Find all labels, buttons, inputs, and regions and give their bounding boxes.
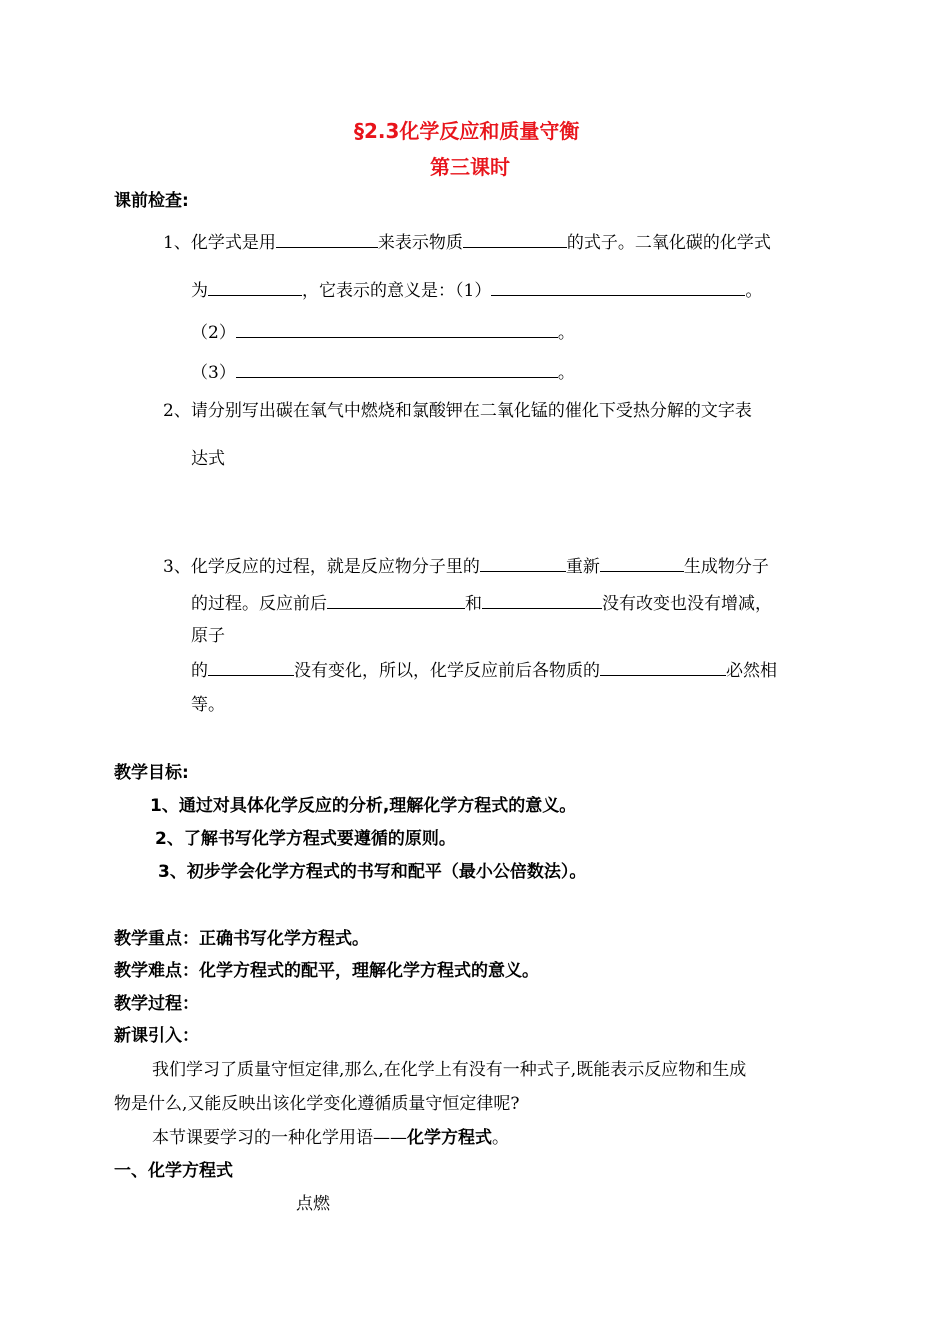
q3-line3: 原子	[191, 626, 225, 646]
reaction-condition: 点燃	[296, 1194, 330, 1214]
answer-blank[interactable]	[208, 658, 294, 676]
q1-line4	[191, 360, 575, 384]
answer-blank[interactable]	[276, 230, 378, 248]
answer-blank[interactable]	[480, 554, 566, 572]
period: 。	[557, 363, 575, 383]
q3-line5: 等。	[191, 695, 225, 715]
q1-label-2: （2）	[191, 323, 236, 343]
section1-heading: 一、化学方程式	[114, 1161, 233, 1181]
q1-text-c: 的式子。二氧化碳的化学式	[566, 233, 771, 253]
q1-line2	[191, 278, 762, 302]
q2-line1: 2、请分别写出碳在氧气中燃烧和氯酸钾在二氧化锰的催化下受热分解的文字表	[163, 401, 752, 421]
intro-paragraph-line2: 物是什么,又能反映出该化学变化遵循质量守恒定律呢?	[114, 1094, 520, 1114]
answer-blank[interactable]	[491, 278, 745, 296]
answer-blank[interactable]	[208, 278, 302, 296]
difficulty: 教学难点：化学方程式的配平，理解化学方程式的意义。	[114, 961, 539, 981]
intro-heading: 新课引入：	[114, 1026, 199, 1046]
goal-item-3: 3、初步学会化学方程式的书写和配平（最小公倍数法）。	[158, 862, 587, 882]
q1-text-b: 来表示物质	[377, 233, 463, 253]
intro-paragraph-2	[152, 1127, 509, 1149]
process-heading: 教学过程：	[114, 994, 199, 1014]
q3-text-e: 和	[465, 594, 482, 614]
answer-blank[interactable]	[600, 554, 684, 572]
period: 。	[557, 323, 575, 343]
q1-label-3: （3）	[191, 363, 236, 383]
q1-text-a: 1、化学式是用	[163, 233, 276, 253]
q3-line2	[191, 591, 772, 615]
q1-line1	[163, 230, 771, 254]
document-title: §2.3化学反应和质量守衡	[354, 119, 580, 143]
key-point: 教学重点：正确书写化学方程式。	[114, 929, 369, 949]
answer-blank[interactable]	[236, 320, 558, 338]
q3-text-i: 没有变化，所以，化学反应前后各物质的	[294, 661, 600, 681]
answer-blank[interactable]	[236, 360, 558, 378]
q3-text-d: 的过程。反应前后	[191, 594, 327, 614]
answer-blank[interactable]	[327, 591, 465, 609]
answer-blank[interactable]	[482, 591, 602, 609]
period: 。	[492, 1128, 509, 1148]
q3-text-h: 的	[191, 661, 208, 681]
answer-blank[interactable]	[463, 230, 567, 248]
q3-line4	[191, 658, 777, 682]
answer-blank[interactable]	[600, 658, 726, 676]
q3-line1	[163, 554, 769, 578]
q1-text-e: ，它表示的意义是：（1）	[302, 281, 492, 301]
q1-text-d: 为	[191, 281, 208, 301]
goal-item-2: 2、了解书写化学方程式要遵循的原则。	[155, 829, 456, 849]
q3-text-f: 没有改变也没有增减，	[602, 594, 772, 614]
q3-text-a: 3、化学反应的过程，就是反应物分子里的	[163, 557, 480, 577]
q3-text-j: 必然相	[726, 661, 777, 681]
goals-heading: 教学目标:	[114, 763, 189, 783]
goal-item-1: 1、通过对具体化学反应的分析,理解化学方程式的意义。	[150, 796, 577, 816]
intro-paragraph-line1: 我们学习了质量守恒定律,那么,在化学上有没有一种式子,既能表示反应物和生成	[152, 1060, 747, 1080]
q2-line2: 达式	[191, 449, 225, 469]
lesson-subtitle: 第三课时	[430, 155, 510, 179]
intro-text: 本节课要学习的一种化学用语——	[152, 1128, 407, 1148]
q1-text-f: 。	[745, 281, 763, 301]
q3-text-c: 生成物分子	[683, 557, 769, 577]
q3-text-b: 重新	[565, 557, 600, 577]
q1-line3	[191, 320, 575, 344]
term-chemical-equation: 化学方程式	[407, 1128, 492, 1148]
precheck-heading: 课前检查:	[114, 191, 189, 211]
